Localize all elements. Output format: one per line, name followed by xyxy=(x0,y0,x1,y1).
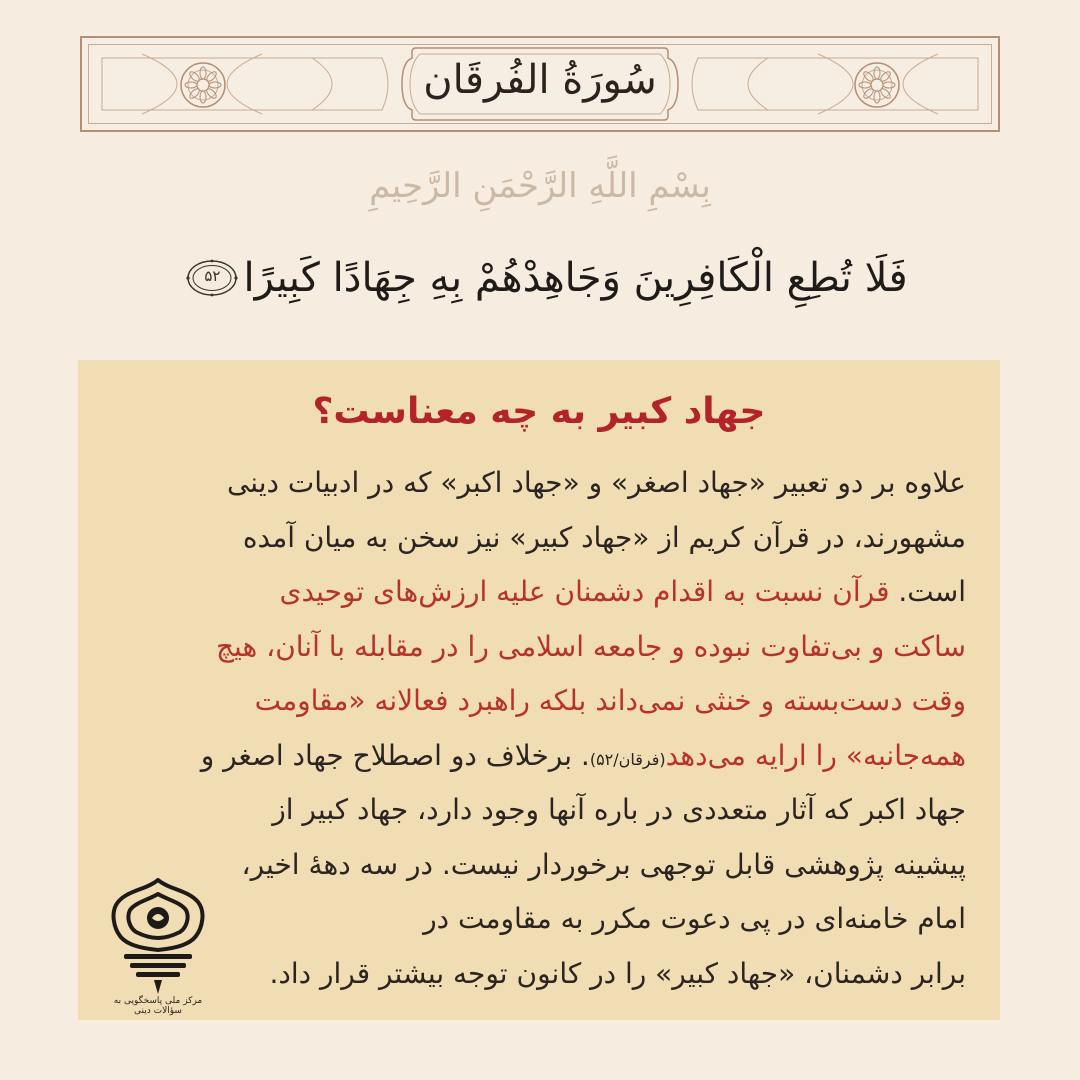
body-text: مشهورند، در قرآن کریم از «جهاد کبیر» نیز سخن به میان آمده xyxy=(242,520,966,554)
article-line xyxy=(114,838,966,893)
highlight-text: ساکت و بی‌تفاوت نبوده و جامعه اسلامی را در مقابله با آنان، هیچ xyxy=(215,629,966,663)
highlight-text: همه‌جانبه» را ارایه می‌دهد xyxy=(665,738,966,772)
body-text: . برخلاف دو اصطلاح جهاد اصغر و xyxy=(200,738,590,772)
citation: (فرقان/۵۲) xyxy=(589,749,666,769)
verse-text: فَلَا تُطِعِ الْكَافِرِينَ وَجَاهِدْهُمْ بِهِ جِهَادًا كَبِيرًا xyxy=(243,255,908,301)
verse-row xyxy=(100,248,980,320)
article-line xyxy=(114,456,966,511)
body-text: جهاد اکبر که آثار متعددی در باره آنها وجود دارد، جهاد کبیر از xyxy=(272,793,966,826)
surah-header-frame xyxy=(80,36,1000,132)
article-line xyxy=(114,729,966,784)
article-line xyxy=(114,620,966,675)
ayah-number-marker xyxy=(186,258,238,298)
basmala: بِسْمِ اللَّهِ الرَّحْمَنِ الرَّحِيمِ xyxy=(369,166,711,206)
logo-caption: مرکز ملی پاسخگویی به سؤالات دینی xyxy=(113,996,203,1016)
article-line xyxy=(114,565,966,620)
article-line xyxy=(114,511,966,566)
article-body xyxy=(114,456,966,1001)
article-title: جهاد کبیر به چه معناست؟ xyxy=(312,391,766,432)
body-text: امام خامنه‌ای در پی دعوت مکرر به مقاومت در xyxy=(423,902,966,935)
article-line xyxy=(114,674,966,729)
ayah-number: ۵۲ xyxy=(204,267,221,285)
body-text: است. xyxy=(889,575,966,608)
body-text: برابر دشمنان، «جهاد کبیر» را در کانون توجه بیشتر قرار داد. xyxy=(269,956,966,990)
article-line xyxy=(114,783,966,838)
surah-title: سُورَةُ الفُرقَان xyxy=(423,57,657,103)
article-box xyxy=(78,360,1000,1020)
article-line xyxy=(224,892,966,947)
highlight-text: قرآن نسبت به اقدام دشمنان علیه ارزش‌های توحیدی xyxy=(279,575,890,608)
body-text: پیشینه پژوهشی قابل توجهی برخوردار نیست. در سه دههٔ اخیر، xyxy=(241,847,966,881)
body-text: علاوه بر دو تعبیر «جهاد اصغر» و «جهاد اکبر» که در ادبیات دینی xyxy=(226,466,966,499)
highlight-text: وقت دست‌بسته و خنثی نمی‌داند بلکه راهبرد فعالانه «مقاومت xyxy=(254,684,966,717)
article-line xyxy=(224,947,966,1002)
center-logo-emblem xyxy=(102,872,214,1000)
